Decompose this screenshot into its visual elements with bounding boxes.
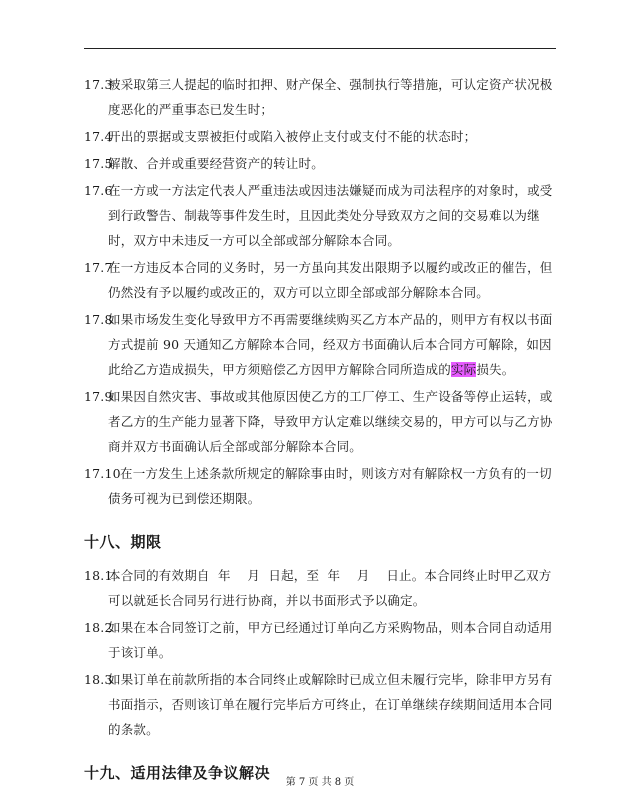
clause-text-line: 债务可视为已到偿还期限。 (108, 491, 261, 506)
clause-17-6 (84, 178, 560, 253)
clause-text-line: 被采取第三人提起的临时扣押、财产保全、强制执行等措施，可认定资产状况极 (108, 77, 553, 92)
clause-text-line: 如果在本合同签订之前，甲方已经通过订单向乙方采购物品，则本合同自动适用 (108, 620, 553, 635)
clause-number: 17.6 (84, 183, 113, 198)
clause-text-line: 如果因自然灾害、事故或其他原因使乙方的工厂停工、生产设备等停止运转，或 (108, 389, 553, 404)
clause-text-line: 仍然没有予以履约或改正的，双方可以立即全部或部分解除本合同。 (108, 285, 490, 300)
clause-number: 17.4 (84, 129, 113, 144)
clause-text-line: 方式提前 90 天通知乙方解除本合同，经双方书面确认后本合同方可解除，如因 (108, 337, 552, 352)
clause-number: 17.10 (84, 466, 121, 481)
clause-text-line: 商并双方书面确认后全部或部分解除本合同。 (108, 439, 363, 454)
clause-number: 17.3 (84, 77, 113, 92)
document-body (84, 72, 560, 794)
clause-number: 17.7 (84, 260, 113, 275)
clause-number: 18.2 (84, 620, 113, 635)
clause-text-line: 在一方违反本合同的义务时，另一方虽向其发出限期予以履约或改正的催告，但 (108, 260, 553, 275)
clause-number: 17.8 (84, 312, 113, 327)
clause-text-line: 开出的票据或支票被拒付或陷入被停止支付或支付不能的状态时； (108, 129, 477, 144)
clause-17-5 (84, 151, 560, 176)
clause-18-2 (84, 615, 560, 665)
clause-text-line: 如果订单在前款所指的本合同终止或解除时已成立但未履行完毕，除非甲方另有 (108, 672, 553, 687)
clause-17-9 (84, 384, 560, 459)
clause-number: 17.9 (84, 389, 113, 404)
clause-text-line: 到行政警告、制裁等事件发生时，且因此类处分导致双方之间的交易难以为继 (108, 208, 540, 223)
clause-17-3 (84, 72, 560, 122)
clause-text-line: 于该订单。 (108, 645, 172, 660)
clause-text-line: 本合同的有效期自 年 月 日起，至 年 月 日止。本合同终止时甲乙双方 (108, 568, 552, 583)
clause-text-line: 如果市场发生变化导致甲方不再需要继续购买乙方本产品的，则甲方有权以书面 (108, 312, 553, 327)
clause-text-line: 度恶化的严重事态已发生时； (108, 102, 274, 117)
clause-text-line: 时，双方中未违反一方可以全部或部分解除本合同。 (108, 233, 401, 248)
section-heading-18: 十八、期限 (84, 533, 162, 551)
clause-number: 18.1 (84, 568, 113, 583)
clause-text-line: 的条款。 (108, 722, 159, 737)
clause-text-line: 解散、合并或重要经营资产的转让时。 (108, 156, 324, 171)
clause-text-line: 可以就延长合同另行进行协商，并以书面形式予以确定。 (108, 593, 426, 608)
clause-17-10 (84, 461, 560, 511)
clause-17-7 (84, 255, 560, 305)
header-rule (84, 48, 556, 49)
clause-18-3 (84, 667, 560, 742)
clause-text-line: 在一方发生上述条款所规定的解除事由时，则该方对有解除权一方负有的一切 (120, 466, 552, 481)
clause-17-4 (84, 124, 560, 149)
clause-number: 18.3 (84, 672, 113, 687)
clause-number: 17.5 (84, 156, 113, 171)
clause-text-segment: 此给乙方造成损失，甲方须赔偿乙方因甲方解除合同所造成的 (108, 362, 451, 377)
clause-17-8 (84, 307, 560, 382)
clause-text-line: 书面指示，否则该订单在履行完毕后方可终止，在订单继续存续期间适用本合同 (108, 697, 553, 712)
clause-text-line (108, 357, 560, 382)
page-number-footer: 第 7 页 共 8 页 (285, 777, 355, 788)
clause-18-1 (84, 563, 560, 613)
section-heading-19: 十九、适用法律及争议解决 (84, 764, 271, 782)
highlighted-text: 实际 (450, 362, 477, 377)
clause-text-line: 在一方或一方法定代表人严重违法或因违法嫌疑而成为司法程序的对象时，或受 (108, 183, 553, 198)
clause-text-segment: 损失。 (476, 362, 515, 377)
clause-text-line: 者乙方的生产能力显著下降，导致甲方认定难以继续交易的，甲方可以与乙方协 (108, 414, 553, 429)
